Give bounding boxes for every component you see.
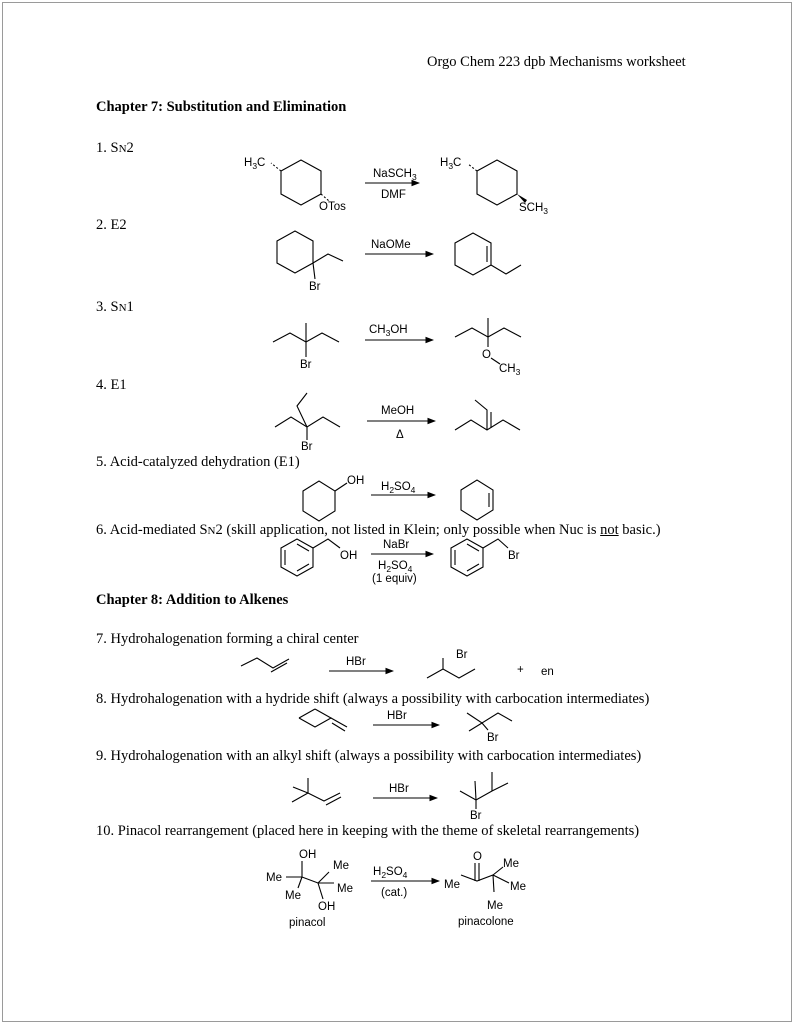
- enantiomer-label: en: [541, 666, 554, 678]
- h3c-label: $H_3C$: [440, 157, 462, 171]
- item-10-title: 10. Pinacol rearrangement (placed here in keeping with the theme of skeletal rearrangements): [96, 823, 640, 839]
- methyl-ether-product: [455, 318, 521, 377]
- sch3-label: $SCH_3$: [519, 202, 549, 216]
- benzyl-alcohol-substrate: [281, 539, 357, 576]
- tertiary-bromide-substrate: [273, 323, 339, 371]
- page-header: Orgo Chem 223 dpb Mechanisms worksheet: [427, 54, 686, 70]
- o-label: O: [473, 851, 482, 863]
- item-7-title: 7. Hydrohalogenation forming a chiral center: [96, 631, 359, 647]
- h3c-label: $H_3C$: [244, 157, 266, 171]
- reagent-dmf: DMF: [381, 189, 406, 201]
- reaction-3: [273, 318, 521, 377]
- me-label: Me: [285, 890, 301, 902]
- item-5-title: 5. Acid-catalyzed dehydration (E1): [96, 454, 300, 470]
- me-label: Me: [487, 900, 503, 912]
- me-label: Me: [444, 879, 460, 891]
- me-label: Me: [510, 881, 526, 893]
- me-label: Me: [333, 860, 349, 872]
- me-label: Me: [266, 872, 282, 884]
- cyclohexyl-thioether: [440, 157, 548, 216]
- item-8-title: 8. Hydrohalogenation with a hydride shift (always a possibility with carbocation intermediates): [96, 691, 650, 707]
- benzyl-bromide-product: [451, 539, 520, 576]
- reaction-8: [299, 709, 512, 744]
- br-label: Br: [456, 649, 468, 661]
- reaction-10: [266, 849, 526, 929]
- reagent-nasch3: NaSCH$_3$: [373, 168, 417, 182]
- br-label: Br: [487, 732, 499, 744]
- reagent-naome: NaOMe: [371, 239, 411, 251]
- cyclohexanol-substrate: [303, 475, 364, 521]
- reagent-hbr: HBr: [387, 710, 407, 722]
- cyclohexene-product: [461, 480, 493, 520]
- 1-butene-substrate: [241, 658, 289, 672]
- o-label: O: [482, 349, 491, 361]
- tertiary-bromide-product: [467, 713, 512, 744]
- otos-label: OTos: [319, 201, 346, 213]
- reagent-cat: (cat.): [381, 887, 408, 899]
- oh-label: OH: [347, 475, 365, 487]
- reagent-nabr: NaBr: [383, 539, 410, 551]
- tert-butyl-alkene-substrate: [292, 778, 341, 805]
- item-1-title: 1. SN2: [96, 140, 134, 156]
- me-label: Me: [337, 883, 353, 895]
- reagent-hbr: HBr: [389, 783, 409, 795]
- pinacol-substrate: [266, 849, 353, 929]
- br-label: Br: [300, 359, 312, 371]
- reaction-9: [292, 772, 508, 822]
- diethyl-bromide-substrate: [275, 393, 340, 453]
- reagent-meoh: MeOH: [381, 405, 415, 417]
- reaction-6: [281, 539, 520, 585]
- reagent-heat: Δ: [396, 429, 404, 441]
- reaction-schemes: [3, 3, 793, 1023]
- ch3-label: $CH_3$: [499, 363, 521, 377]
- reagent-ch3oh: $CH_3OH$: [369, 324, 408, 338]
- reagent-h2so4: $H_2SO_4$: [378, 560, 413, 574]
- me-label: Me: [503, 858, 519, 870]
- reagent-h2so4: $H_2SO_4$: [381, 481, 416, 495]
- reaction-2: [277, 231, 521, 293]
- br-label: Br: [309, 281, 321, 293]
- 2-bromobutane-product: [427, 649, 475, 678]
- reaction-5: [303, 475, 493, 521]
- reagent-equiv: (1 equiv): [372, 573, 417, 585]
- pinacolone-product: [444, 851, 526, 928]
- 3-methyl-1-butene-substrate: [299, 709, 347, 731]
- oh-label: OH: [299, 849, 317, 861]
- chapter-7-title: Chapter 7: Substitution and Elimination: [96, 99, 347, 115]
- reaction-7: [241, 649, 554, 678]
- reaction-1: [244, 157, 548, 216]
- alkene-product: [455, 400, 520, 430]
- item-2-title: 2. E2: [96, 217, 127, 233]
- cyclohexene-product: [455, 233, 521, 275]
- item-4-title: 4. E1: [96, 377, 127, 393]
- item-3-title: 3. SN1: [96, 299, 134, 315]
- oh-label: OH: [340, 550, 358, 562]
- bromocyclohexane-substrate: [277, 231, 343, 293]
- item-6-title: 6. Acid-mediated SN2 (skill application, not listed in Klein; only possible when Nuc is not basic.): [96, 522, 661, 538]
- worksheet-page: [2, 2, 792, 1022]
- pinacolone-name: pinacolone: [458, 916, 514, 928]
- br-label: Br: [470, 810, 482, 822]
- br-label: Br: [508, 550, 520, 562]
- pinacol-name: pinacol: [289, 917, 326, 929]
- plus-sign: +: [517, 664, 524, 676]
- chapter-8-title: Chapter 8: Addition to Alkenes: [96, 592, 289, 608]
- shifted-bromide-product: [460, 772, 508, 822]
- reagent-hbr: HBr: [346, 656, 366, 668]
- br-label: Br: [301, 441, 313, 453]
- oh-label: OH: [318, 901, 336, 913]
- reaction-4: [275, 393, 520, 453]
- item-9-title: 9. Hydrohalogenation with an alkyl shift (always a possibility with carbocation intermediates): [96, 748, 642, 764]
- cyclohexyl-tosylate: [244, 157, 346, 213]
- reagent-h2so4: $H_2SO_4$: [373, 866, 408, 880]
